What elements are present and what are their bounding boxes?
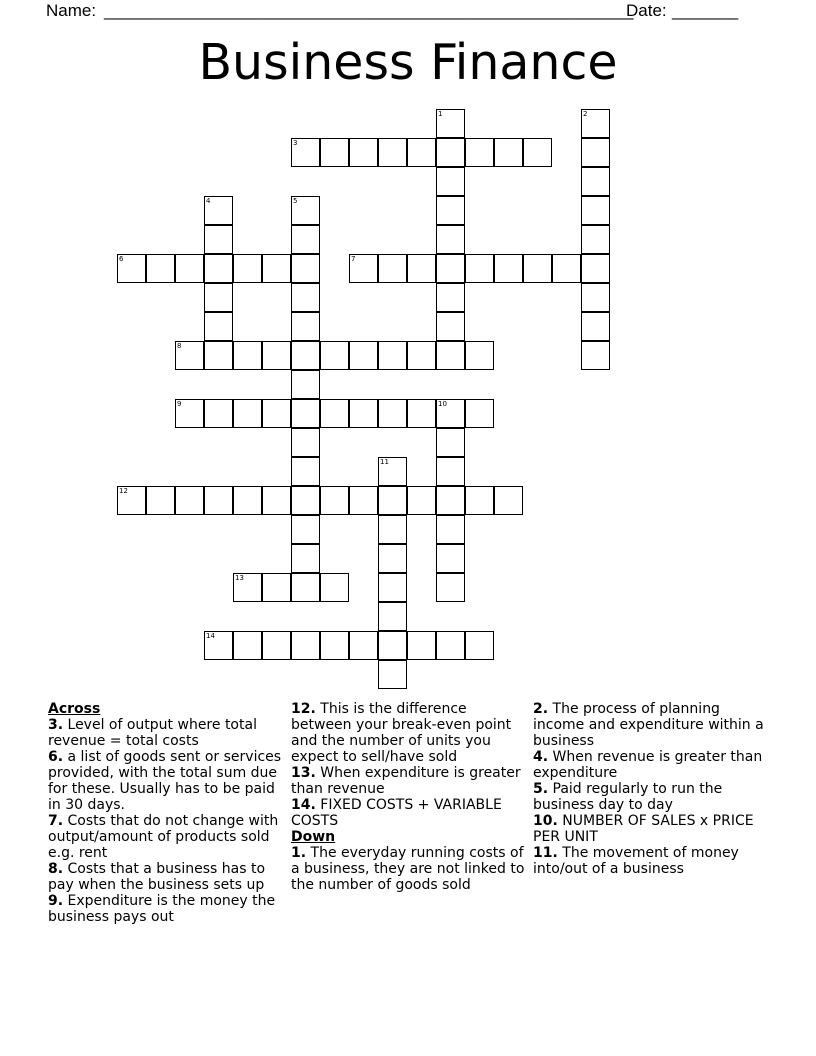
crossword-cell[interactable] [233, 631, 262, 660]
crossword-cell[interactable] [204, 312, 233, 341]
crossword-cell[interactable] [436, 196, 465, 225]
crossword-cell[interactable] [494, 138, 523, 167]
crossword-cell[interactable] [204, 196, 233, 225]
crossword-cell[interactable] [407, 341, 436, 370]
crossword-cell[interactable] [320, 138, 349, 167]
crossword-cell[interactable] [117, 486, 146, 515]
crossword-cell[interactable] [204, 631, 233, 660]
crossword-cell[interactable] [581, 138, 610, 167]
crossword-cell[interactable] [349, 138, 378, 167]
crossword-cell[interactable] [378, 602, 407, 631]
crossword-cell[interactable] [581, 225, 610, 254]
crossword-cell[interactable] [291, 196, 320, 225]
crossword-cell[interactable] [436, 399, 465, 428]
name-label: Name: [46, 1, 97, 20]
crossword-cell[interactable] [523, 254, 552, 283]
crossword-cell[interactable] [494, 254, 523, 283]
clue-column-1 [48, 701, 284, 925]
clue-number: 3 [293, 139, 298, 147]
crossword-cell[interactable] [436, 631, 465, 660]
clue-across: 13. When expenditure is greater than revenue [291, 765, 521, 797]
crossword-cell[interactable] [262, 631, 291, 660]
crossword-cell[interactable] [378, 573, 407, 602]
crossword-cell[interactable] [291, 544, 320, 573]
clue-number: 6 [119, 255, 124, 263]
crossword-cell[interactable] [436, 341, 465, 370]
crossword-cell[interactable] [291, 225, 320, 254]
clue-number: 12 [119, 487, 128, 495]
crossword-cell[interactable] [378, 631, 407, 660]
crossword-cell[interactable] [465, 341, 494, 370]
crossword-cell[interactable] [378, 457, 407, 486]
crossword-cell[interactable] [320, 341, 349, 370]
crossword-cell[interactable] [436, 283, 465, 312]
clue-column-3 [533, 701, 769, 877]
crossword-cell[interactable] [378, 399, 407, 428]
crossword-cell[interactable] [146, 254, 175, 283]
crossword-cell[interactable] [291, 573, 320, 602]
clue-number: 1 [438, 110, 443, 118]
crossword-cell[interactable] [436, 486, 465, 515]
crossword-cell[interactable] [204, 225, 233, 254]
clue-number: 10 [438, 400, 447, 408]
crossword-cell[interactable] [291, 631, 320, 660]
crossword-cell[interactable] [291, 138, 320, 167]
crossword-cell[interactable] [262, 254, 291, 283]
crossword-cell[interactable] [436, 515, 465, 544]
clue-down: 4. When revenue is greater than expenditure [533, 749, 763, 781]
crossword-cell[interactable] [407, 631, 436, 660]
crossword-cell[interactable] [291, 370, 320, 399]
clue-number: 2 [583, 110, 588, 118]
crossword-cell[interactable] [436, 167, 465, 196]
crossword-cell[interactable] [291, 457, 320, 486]
down-heading: Down [291, 829, 336, 845]
crossword-cell[interactable] [436, 544, 465, 573]
crossword-cell[interactable] [436, 428, 465, 457]
crossword-cell[interactable] [262, 341, 291, 370]
crossword-cell[interactable] [291, 283, 320, 312]
crossword-cell[interactable] [175, 341, 204, 370]
clue-across: 12. This is the difference between your break-even point and the number of units you expect to sell/have sold [291, 701, 512, 765]
clue-number: 9 [177, 400, 182, 408]
crossword-cell[interactable] [494, 486, 523, 515]
clue-number: 14 [206, 632, 215, 640]
crossword-cell[interactable] [581, 283, 610, 312]
crossword-cell[interactable] [204, 486, 233, 515]
clue-down: 5. Paid regularly to run the business day to day [533, 781, 723, 813]
across-heading: Across [48, 701, 101, 717]
crossword-cell[interactable] [175, 254, 204, 283]
crossword-cell[interactable] [436, 225, 465, 254]
clue-number: 8 [177, 342, 182, 350]
crossword-cell[interactable] [233, 254, 262, 283]
clue-number: 11 [380, 458, 389, 466]
date-label: Date: [626, 1, 667, 20]
crossword-cell[interactable] [262, 573, 291, 602]
crossword-cell[interactable] [204, 399, 233, 428]
crossword-cell[interactable] [465, 254, 494, 283]
date-blank[interactable]: _______ [672, 1, 739, 20]
crossword-cell[interactable] [465, 486, 494, 515]
crossword-cell[interactable] [378, 544, 407, 573]
crossword-cell[interactable] [378, 341, 407, 370]
crossword-cell[interactable] [581, 254, 610, 283]
clue-down: 11. The movement of money into/out of a business [533, 845, 739, 877]
crossword-cell[interactable] [320, 573, 349, 602]
crossword-cell[interactable] [204, 283, 233, 312]
clue-down: 1. The everyday running costs of a business, they are not linked to the number of goods sold [291, 845, 525, 893]
crossword-cell[interactable] [204, 341, 233, 370]
clue-number: 5 [293, 197, 298, 205]
crossword-cell[interactable] [407, 486, 436, 515]
clue-column-2 [291, 701, 527, 893]
crossword-cell[interactable] [581, 341, 610, 370]
crossword-cell[interactable] [349, 486, 378, 515]
crossword-cell[interactable] [523, 138, 552, 167]
crossword-cell[interactable] [349, 631, 378, 660]
page-title: Business Finance [198, 34, 618, 91]
crossword-cell[interactable] [407, 399, 436, 428]
crossword-cell[interactable] [320, 631, 349, 660]
crossword-cell[interactable] [581, 167, 610, 196]
clue-number: 7 [351, 255, 356, 263]
clue-across: 14. FIXED COSTS + VARIABLE COSTS [291, 797, 502, 829]
crossword-cell[interactable] [436, 457, 465, 486]
crossword-cell[interactable] [233, 486, 262, 515]
crossword-cell[interactable] [117, 254, 146, 283]
crossword-cell[interactable] [378, 515, 407, 544]
clue-across: 3. Level of output where total revenue = total costs [48, 717, 257, 749]
crossword-cell[interactable] [581, 196, 610, 225]
clue-down: 10. NUMBER OF SALES x PRICE PER UNIT [533, 813, 754, 845]
crossword-cell[interactable] [291, 341, 320, 370]
crossword-cell[interactable] [465, 631, 494, 660]
clue-across: 7. Costs that do not change with output/amount of products sold e.g. rent [48, 813, 279, 861]
crossword-cell[interactable] [349, 341, 378, 370]
crossword-cell[interactable] [581, 109, 610, 138]
crossword-cell[interactable] [320, 399, 349, 428]
clue-across: 9. Expenditure is the money the business pays out [48, 893, 276, 925]
crossword-cell[interactable] [436, 109, 465, 138]
crossword-cell[interactable] [291, 312, 320, 341]
crossword-cell[interactable] [204, 254, 233, 283]
clue-number: 13 [235, 574, 244, 582]
crossword-cell[interactable] [146, 486, 175, 515]
crossword-cell[interactable] [436, 138, 465, 167]
crossword-cell[interactable] [552, 254, 581, 283]
crossword-cell[interactable] [407, 254, 436, 283]
clue-across: 8. Costs that a business has to pay when the business sets up [48, 861, 266, 893]
crossword-cell[interactable] [436, 312, 465, 341]
crossword-cell[interactable] [233, 573, 262, 602]
crossword-cell[interactable] [291, 515, 320, 544]
crossword-cell[interactable] [465, 138, 494, 167]
crossword-cell[interactable] [407, 138, 436, 167]
crossword-cell[interactable] [581, 312, 610, 341]
crossword-cell[interactable] [233, 341, 262, 370]
crossword-cell[interactable] [175, 486, 204, 515]
crossword-cell[interactable] [436, 254, 465, 283]
crossword-cell[interactable] [320, 486, 349, 515]
crossword-cell[interactable] [349, 254, 378, 283]
clue-down: 2. The process of planning income and expenditure within a business [533, 701, 764, 749]
crossword-cell[interactable] [291, 486, 320, 515]
crossword-cell[interactable] [175, 399, 204, 428]
crossword-cell[interactable] [291, 428, 320, 457]
crossword-cell[interactable] [378, 486, 407, 515]
crossword-cell[interactable] [233, 399, 262, 428]
crossword-cell[interactable] [291, 254, 320, 283]
name-blank[interactable]: ________________________________________________________ [104, 1, 634, 20]
crossword-cell[interactable] [436, 573, 465, 602]
clue-number: 4 [206, 197, 211, 205]
crossword-cell[interactable] [349, 399, 378, 428]
crossword-cell[interactable] [465, 399, 494, 428]
crossword-cell[interactable] [378, 660, 407, 689]
crossword-cell[interactable] [378, 254, 407, 283]
crossword-cell[interactable] [291, 399, 320, 428]
clue-across: 6. a list of goods sent or services provided, with the total sum due for these. Usually has to be paid in 30 days. [48, 749, 282, 813]
crossword-cell[interactable] [378, 138, 407, 167]
crossword-cell[interactable] [262, 399, 291, 428]
crossword-cell[interactable] [262, 486, 291, 515]
